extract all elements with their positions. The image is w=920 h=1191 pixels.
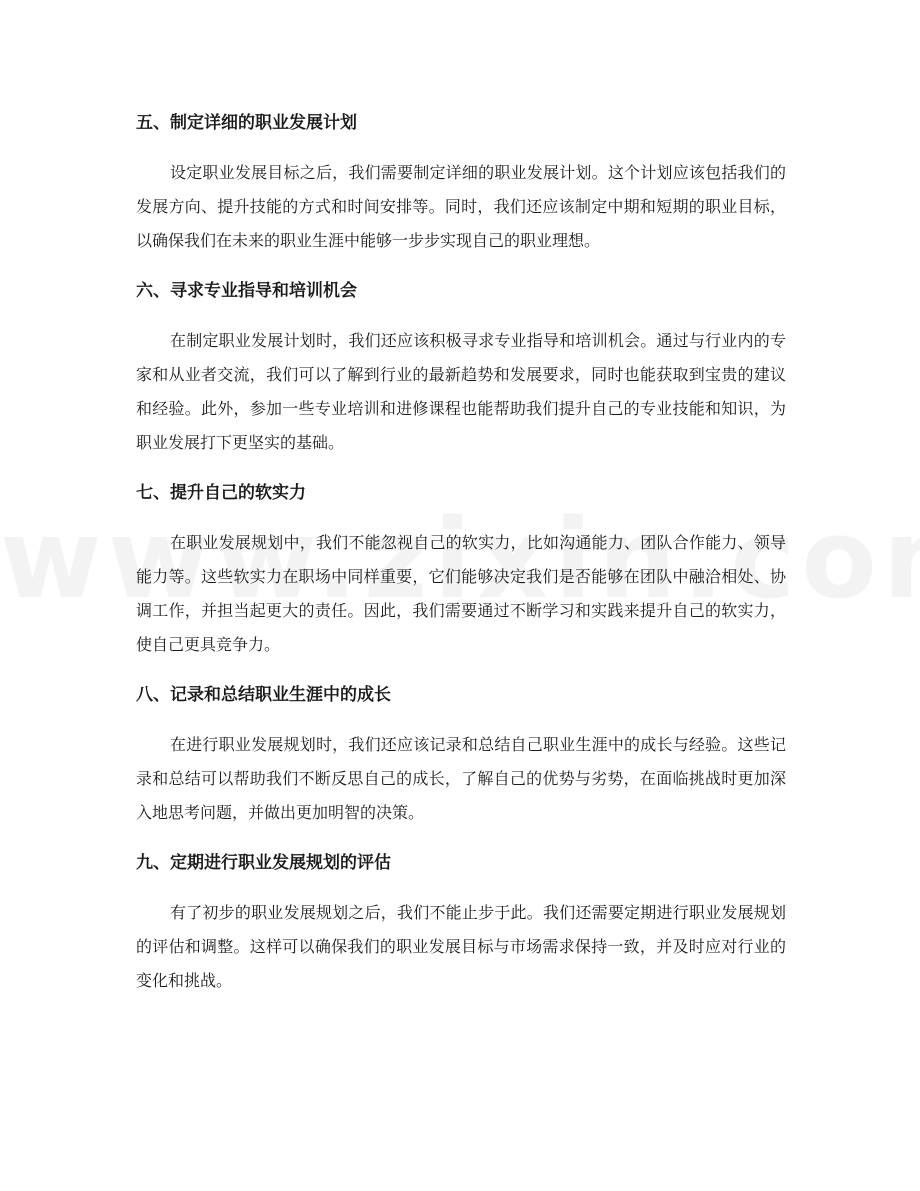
section-9 [136, 847, 786, 998]
section-heading: 七、提升自己的软实力 [136, 483, 306, 503]
section-heading: 八、记录和总结职业生涯中的成长 [136, 685, 391, 705]
section-paragraph: 在制定职业发展计划时，我们还应该积极寻求专业指导和培训机会。通过与行业内的专家和从业者交流，我们可以了解到行业的最新趋势和发展要求，同时也能获取到宝贵的建议和经验。此外，参加一些专业培训和进修课程也能帮助我们提升自己的专业技能和知识，为职业发展打下更坚实的基础。 [136, 331, 786, 452]
section-8 [136, 679, 786, 830]
document-body [136, 107, 786, 1015]
section-paragraph: 在职业发展规划中，我们不能忽视自己的软实力，比如沟通能力、团队合作能力、领导能力等。这些软实力在职场中同样重要，它们能够决定我们是否能够在团队中融洽相处、协调工作，并担当起更大的责任。因此，我们需要通过不断学习和实践来提升自己的软实力，使自己更具竞争力。 [136, 533, 786, 654]
section-paragraph: 在进行职业发展规划时，我们还应该记录和总结自己职业生涯中的成长与经验。这些记录和总结可以帮助我们不断反思自己的成长，了解自己的优势与劣势，在面临挑战时更加深入地思考问题，并做出更加明智的决策。 [136, 735, 786, 822]
section-paragraph: 设定职业发展目标之后，我们需要制定详细的职业发展计划。这个计划应该包括我们的发展方向、提升技能的方式和时间安排等。同时，我们还应该制定中期和短期的职业目标，以确保我们在未来的职业生涯中能够一步步实现自己的职业理想。 [136, 163, 786, 250]
section-6 [136, 275, 786, 460]
section-5 [136, 107, 786, 258]
section-paragraph: 有了初步的职业发展规划之后，我们不能止步于此。我们还需要定期进行职业发展规划的评估和调整。这样可以确保我们的职业发展目标与市场需求保持一致，并及时应对行业的变化和挑战。 [136, 903, 786, 990]
section-heading: 五、制定详细的职业发展计划 [136, 113, 357, 133]
section-7 [136, 477, 786, 662]
section-heading: 六、寻求专业指导和培训机会 [136, 281, 357, 301]
section-heading: 九、定期进行职业发展规划的评估 [136, 853, 391, 873]
